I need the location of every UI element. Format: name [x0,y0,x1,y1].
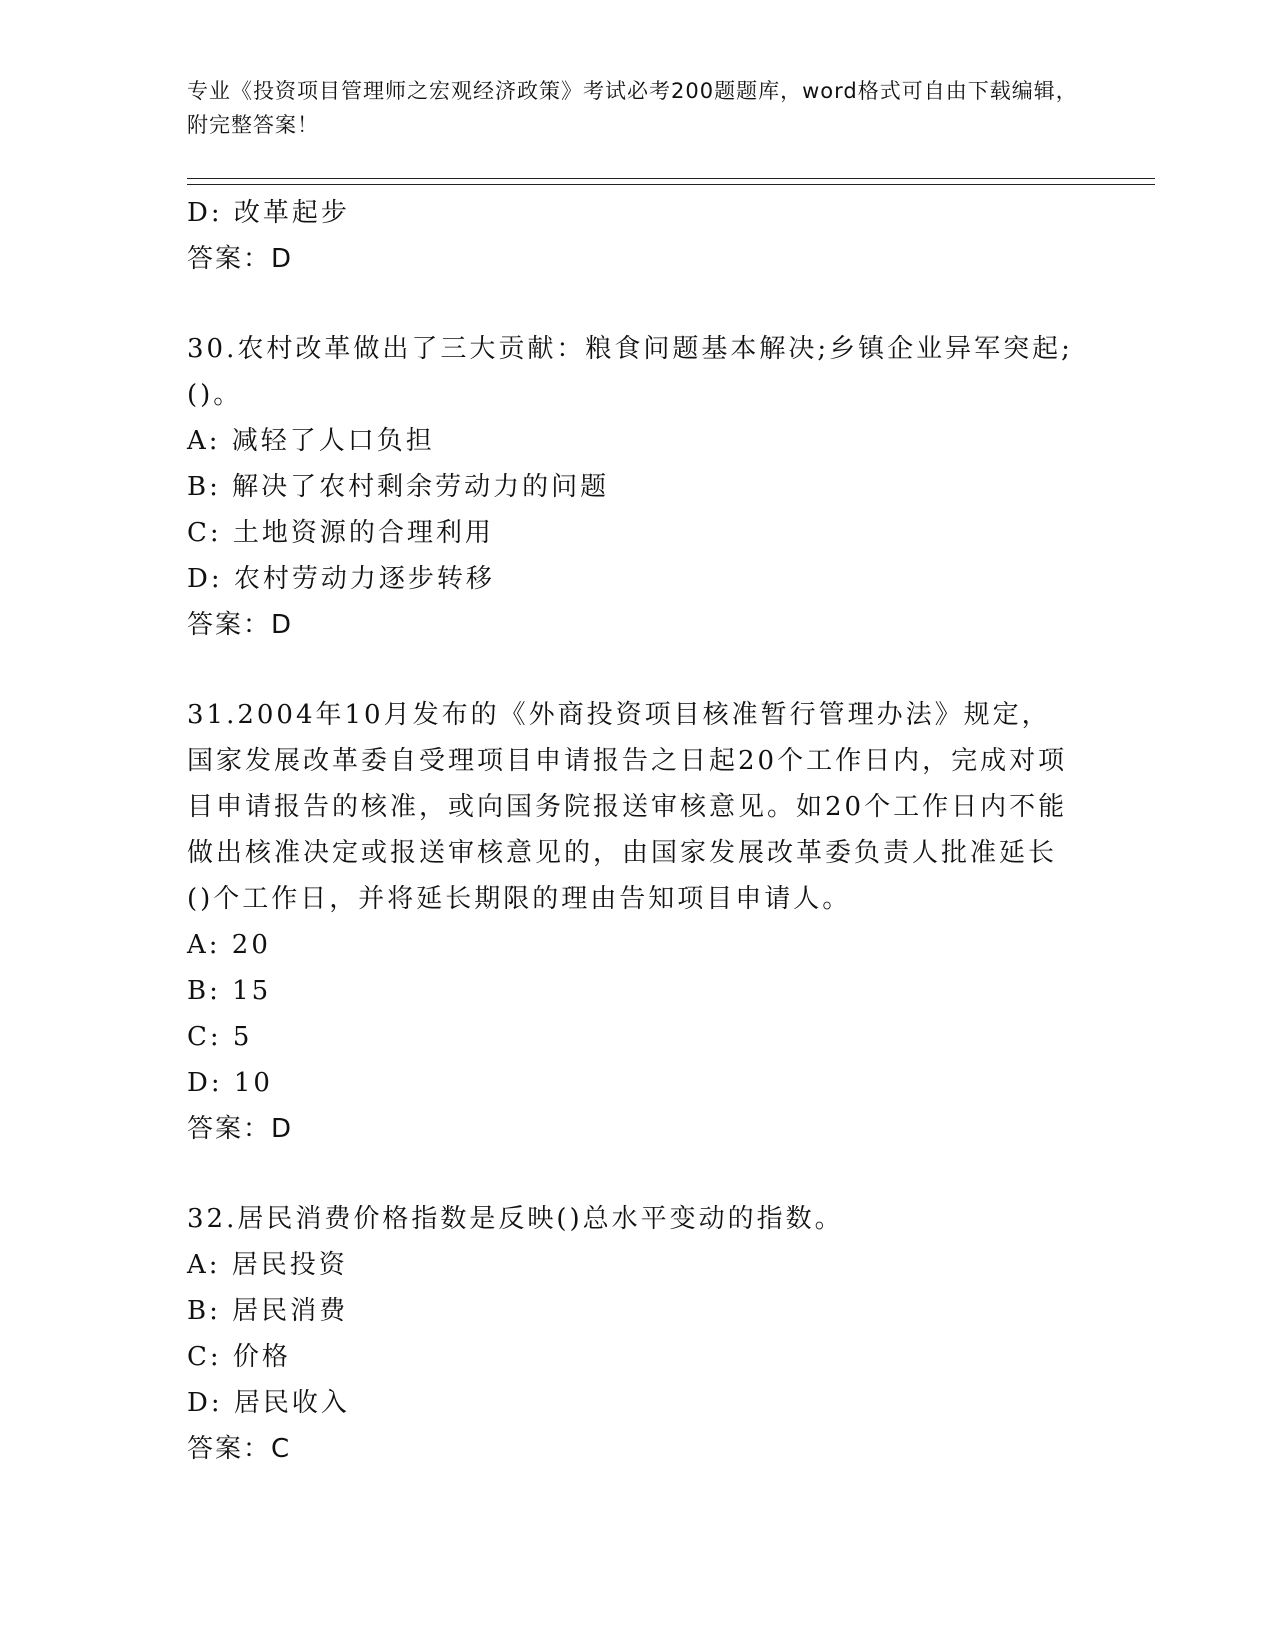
option-d: D: 改革起步 [187,198,350,228]
option-d: D: 10 [187,1068,273,1098]
option-a: A: 减轻了人口负担 [187,426,435,456]
option-c: C: 价格 [187,1342,291,1372]
spacer [187,648,1087,692]
page-header: 专业《投资项目管理师之宏观经济政策》考试必考200题题库，word格式可自由下载编辑，附完整答案！ [187,79,1078,137]
option-b: B: 居民消费 [187,1296,349,1326]
question-30 [187,326,1087,648]
question-stem: 30.农村改革做出了三大贡献：粮食问题基本解决;乡镇企业异军突起;()。 [187,334,1073,410]
question-content [187,190,1087,1472]
answer: 答案：D [187,1114,294,1144]
option-a: A: 20 [187,930,271,960]
header-divider [187,178,1155,185]
question-32 [187,1196,1087,1472]
option-c: C: 土地资源的合理利用 [187,518,494,548]
answer: 答案：D [187,610,294,640]
spacer [187,282,1087,326]
option-d: D: 居民收入 [187,1388,350,1418]
spacer [187,1152,1087,1196]
question-stem: 31.2004年10月发布的《外商投资项目核准暂行管理办法》规定，国家发展改革委自受理项目申请报告之日起20个工作日内，完成对项目申请报告的核准，或向国务院报送审核意见。如20个工作日内不能做出核准决定或报送审核意见的，由国家发展改革委负责人批准延长()个工作日，并将延长期限的理由告知项目申请人。 [187,700,1068,914]
option-a: A: 居民投资 [187,1250,348,1280]
option-b: B: 解决了农村剩余劳动力的问题 [187,472,610,502]
option-b: B: 15 [187,976,272,1006]
answer: 答案：C [187,1434,292,1464]
option-c: C: 5 [187,1022,253,1052]
answer: 答案：D [187,244,294,274]
question-stem: 32.居民消费价格指数是反映()总水平变动的指数。 [187,1204,844,1234]
question-31 [187,692,1087,1152]
option-d: D: 农村劳动力逐步转移 [187,564,495,594]
